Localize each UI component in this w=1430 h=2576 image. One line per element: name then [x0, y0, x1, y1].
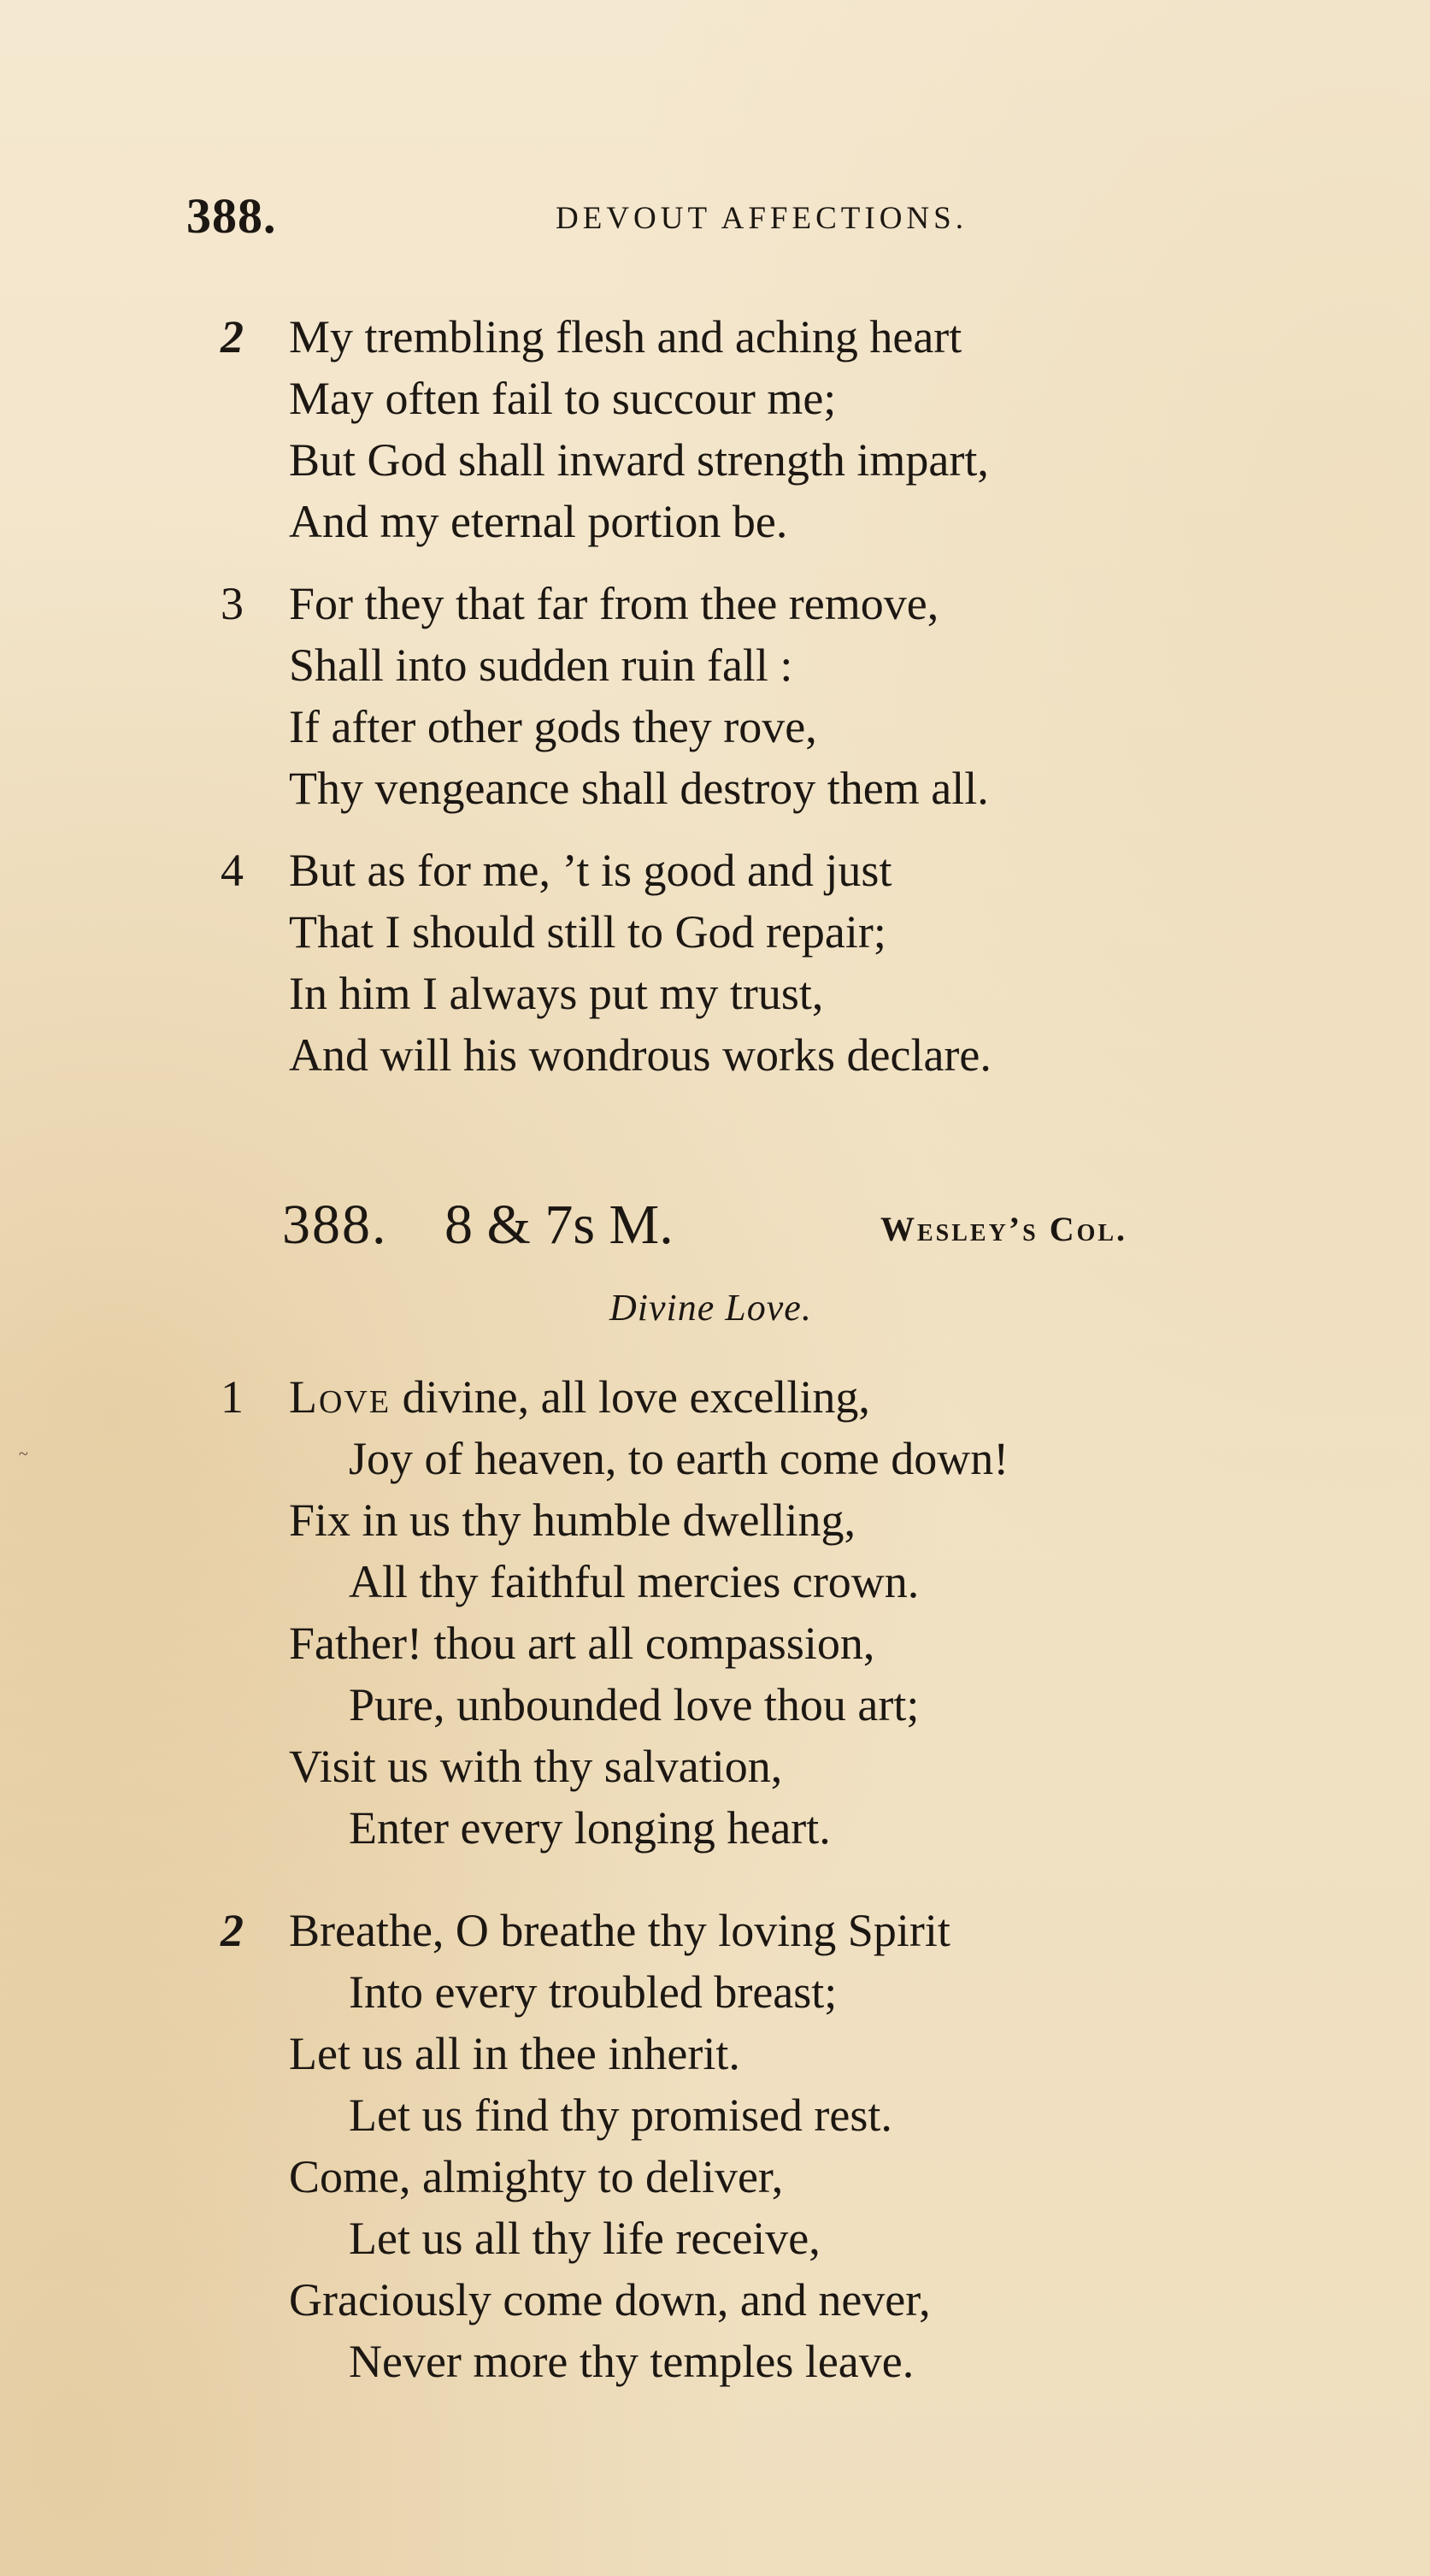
verse-line: My trembling flesh and aching heart [289, 311, 962, 363]
verse-line: Come, almighty to deliver, [289, 2151, 784, 2202]
verse-line: All thy faithful mercies crown. [349, 1556, 920, 1607]
verse-line: Never more thy temples leave. [349, 2336, 915, 2387]
verse-line: Thy vengeance shall destroy them all. [289, 763, 989, 814]
verse-line: Breathe, O breathe thy loving Spirit [289, 1905, 950, 1956]
stanza-number: 4 [221, 845, 244, 896]
hymn-number: 388. [282, 1194, 388, 1256]
verse-line: Into every troubled breast; [349, 1966, 838, 2018]
verse-line: Let us all thy life receive, [349, 2213, 821, 2264]
hymn-meter: 8 & 7s M. [444, 1194, 674, 1256]
verse-line: But as for me, ’t is good and just [289, 845, 892, 896]
hymn-header [282, 1191, 1393, 1259]
previous-hymn-stanza-2 [221, 306, 1246, 552]
verse-line: If after other gods they rove, [289, 701, 817, 752]
margin-mark: ~ [19, 1445, 28, 1464]
verse-line: Graciously come down, and never, [289, 2274, 931, 2325]
verse-line: Visit us with thy salvation, [289, 1741, 783, 1792]
verse-line: And will his wondrous works declare. [289, 1029, 992, 1081]
verse-line: For they that far from thee remove, [289, 578, 939, 629]
verse-line: But God shall inward strength impart, [289, 434, 989, 486]
verse-line: Enter every longing heart. [349, 1802, 831, 1854]
stanza-number: 1 [221, 1371, 244, 1423]
verse-line: Joy of heaven, to earth come down! [349, 1433, 1009, 1484]
page-number: 388. [186, 188, 277, 244]
hymn-source: Wesley’s Col. [880, 1210, 1128, 1248]
first-word: Love [289, 1371, 391, 1423]
verse-line: Let us all in thee inherit. [289, 2028, 740, 2079]
verse-line: That I should still to God repair; [289, 906, 886, 958]
verse-line: May often fail to succour me; [289, 373, 837, 424]
verse-line: Shall into sudden ruin fall : [289, 640, 793, 691]
running-title: DEVOUT AFFECTIONS. [556, 201, 968, 236]
verse-line: Pure, unbounded love thou art; [349, 1679, 920, 1730]
verse-line: And my eternal portion be. [289, 496, 788, 547]
hymn-stanza-2 [221, 1900, 1246, 2392]
previous-hymn-stanza-4 [221, 840, 1246, 1086]
verse-line [289, 1366, 1246, 1428]
line-text: divine, all love excelling, [391, 1371, 870, 1423]
previous-hymn-stanza-3 [221, 573, 1246, 819]
running-head [186, 186, 1050, 246]
stanza-number: 3 [221, 578, 244, 629]
stanza-number: 2 [221, 1905, 244, 1956]
verse-line: In him I always put my trust, [289, 968, 824, 1019]
hymn-subtitle: Divine Love. [609, 1287, 812, 1329]
verse-line: Fix in us thy humble dwelling, [289, 1494, 856, 1546]
verse-line: Father! thou art all compassion, [289, 1618, 875, 1669]
verse-line: Let us find thy promised rest. [349, 2090, 892, 2141]
stanza-number: 2 [221, 311, 244, 363]
hymn-stanza-1 [221, 1366, 1246, 1859]
